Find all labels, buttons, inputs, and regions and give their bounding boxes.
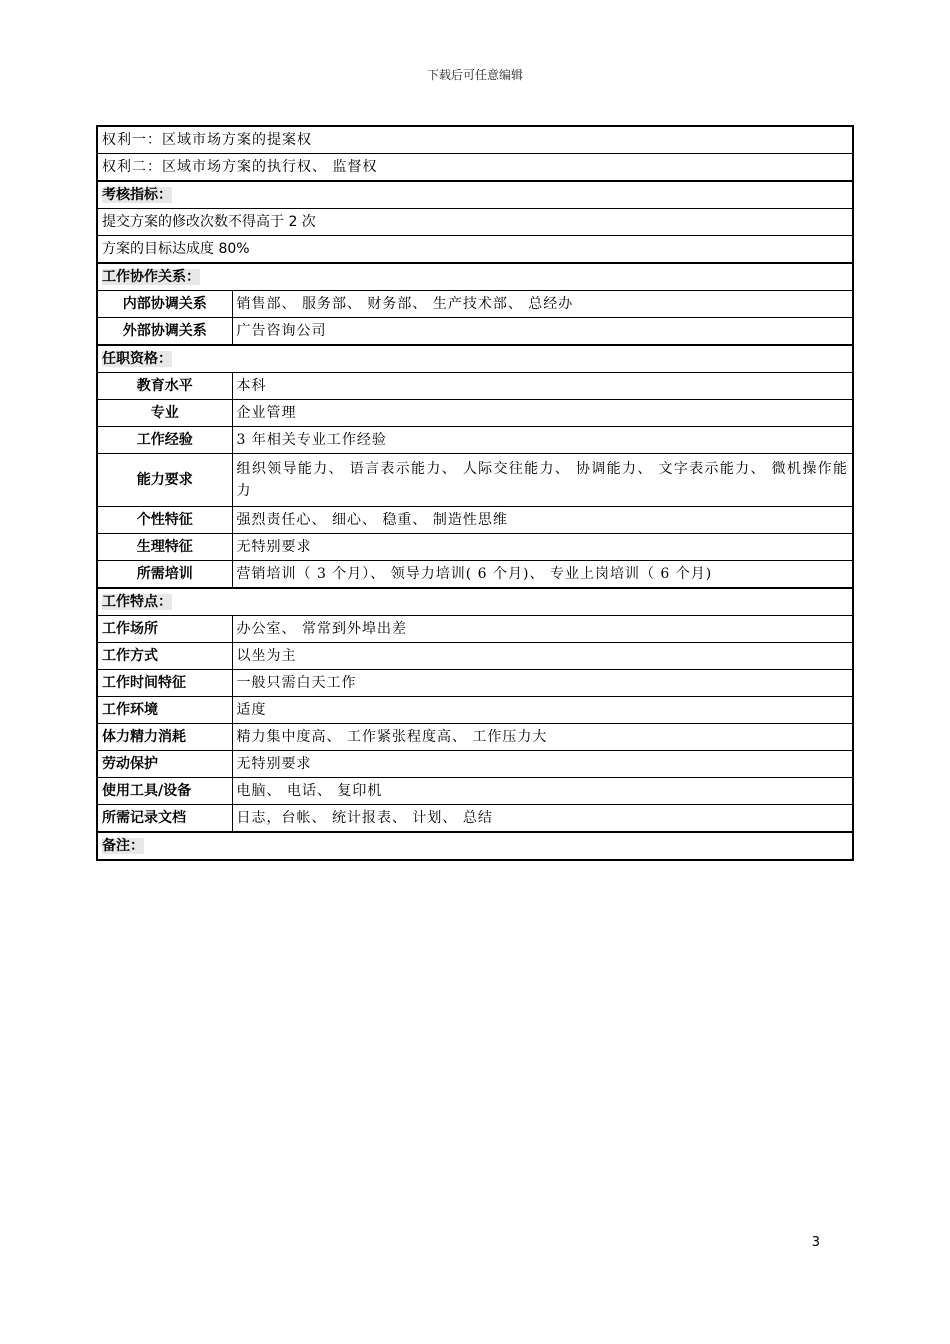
qualification-header-row <box>97 345 853 373</box>
page-number: 3 <box>811 1235 820 1250</box>
qualification-value: 无特别要求 <box>232 534 853 561</box>
qualification-label: 个性特征 <box>97 507 232 534</box>
page-header: 下载后可任意编辑 <box>426 68 523 82</box>
qualification-label: 专业 <box>97 400 232 427</box>
features-row-tools <box>97 778 853 805</box>
remarks-row <box>97 832 853 860</box>
features-value: 适度 <box>232 697 853 724</box>
features-label: 工作方式 <box>97 643 232 670</box>
cooperation-row-internal <box>97 291 853 318</box>
features-value: 日志，台帐、 统计报表、 计划、 总结 <box>232 805 853 833</box>
qualification-row-experience <box>97 427 853 454</box>
features-label: 所需记录文档 <box>97 805 232 833</box>
qualification-label: 所需培训 <box>97 561 232 589</box>
kpi-row-1 <box>97 209 853 236</box>
qualification-label: 教育水平 <box>97 373 232 400</box>
qualification-label: 能力要求 <box>97 454 232 507</box>
remarks-title <box>97 832 853 860</box>
kpi-item-1: 提交方案的修改次数不得高于 2 次 <box>97 209 853 236</box>
features-value: 一般只需白天工作 <box>232 670 853 697</box>
kpi-row-2 <box>97 236 853 264</box>
kpi-title-text: 考核指标： <box>102 187 172 203</box>
features-value: 精力集中度高、 工作紧张程度高、 工作压力大 <box>232 724 853 751</box>
remarks-title-text: 备注： <box>102 838 144 854</box>
qualification-value: 营销培训（ 3 个月）、 领导力培训( 6 个月)、 专业上岗培训（ 6 个月) <box>232 561 853 589</box>
qualification-label: 生理特征 <box>97 534 232 561</box>
features-row-protection <box>97 751 853 778</box>
qualification-row-major <box>97 400 853 427</box>
right-row-2 <box>97 154 853 182</box>
qualification-label: 工作经验 <box>97 427 232 454</box>
features-value: 无特别要求 <box>232 751 853 778</box>
right-2: 权利二：区域市场方案的执行权、 监督权 <box>97 154 853 182</box>
features-row-place <box>97 616 853 643</box>
qualification-title <box>97 345 853 373</box>
qualification-value: 强烈责任心、 细心、 稳重、 制造性思维 <box>232 507 853 534</box>
cooperation-value: 广告咨询公司 <box>232 318 853 346</box>
qualification-value: 组织领导能力、 语言表示能力、 人际交往能力、 协调能力、 文字表示能力、 微机操作能力 <box>232 454 853 507</box>
qualification-value: 3 年相关专业工作经验 <box>232 427 853 454</box>
cooperation-label: 外部协调关系 <box>97 318 232 346</box>
features-row-mode <box>97 643 853 670</box>
job-description-table <box>96 125 854 861</box>
features-row-documents <box>97 805 853 833</box>
right-1: 权利一：区域市场方案的提案权 <box>97 126 853 154</box>
kpi-header-row <box>97 181 853 209</box>
features-row-time <box>97 670 853 697</box>
cooperation-value: 销售部、 服务部、 财务部、 生产技术部、 总经办 <box>232 291 853 318</box>
features-title-text: 工作特点： <box>102 594 172 610</box>
qualification-value: 企业管理 <box>232 400 853 427</box>
features-value: 电脑、 电话、 复印机 <box>232 778 853 805</box>
features-header-row <box>97 588 853 616</box>
features-value: 办公室、 常常到外埠出差 <box>232 616 853 643</box>
features-value: 以坐为主 <box>232 643 853 670</box>
features-label: 工作时间特征 <box>97 670 232 697</box>
features-label: 劳动保护 <box>97 751 232 778</box>
qualification-value: 本科 <box>232 373 853 400</box>
qualification-row-physical <box>97 534 853 561</box>
features-title <box>97 588 853 616</box>
features-row-energy <box>97 724 853 751</box>
qualification-row-education <box>97 373 853 400</box>
features-label: 使用工具/设备 <box>97 778 232 805</box>
right-row-1 <box>97 126 853 154</box>
qualification-row-training <box>97 561 853 589</box>
cooperation-header-row <box>97 263 853 291</box>
qualification-title-text: 任职资格： <box>102 351 172 367</box>
features-label: 工作环境 <box>97 697 232 724</box>
kpi-item-2: 方案的目标达成度 80% <box>97 236 853 264</box>
features-label: 体力精力消耗 <box>97 724 232 751</box>
cooperation-row-external <box>97 318 853 346</box>
features-row-environment <box>97 697 853 724</box>
qualification-row-personality <box>97 507 853 534</box>
qualification-row-ability <box>97 454 853 507</box>
cooperation-title <box>97 263 853 291</box>
cooperation-title-text: 工作协作关系： <box>102 269 200 285</box>
features-label: 工作场所 <box>97 616 232 643</box>
cooperation-label: 内部协调关系 <box>97 291 232 318</box>
kpi-title <box>97 181 853 209</box>
